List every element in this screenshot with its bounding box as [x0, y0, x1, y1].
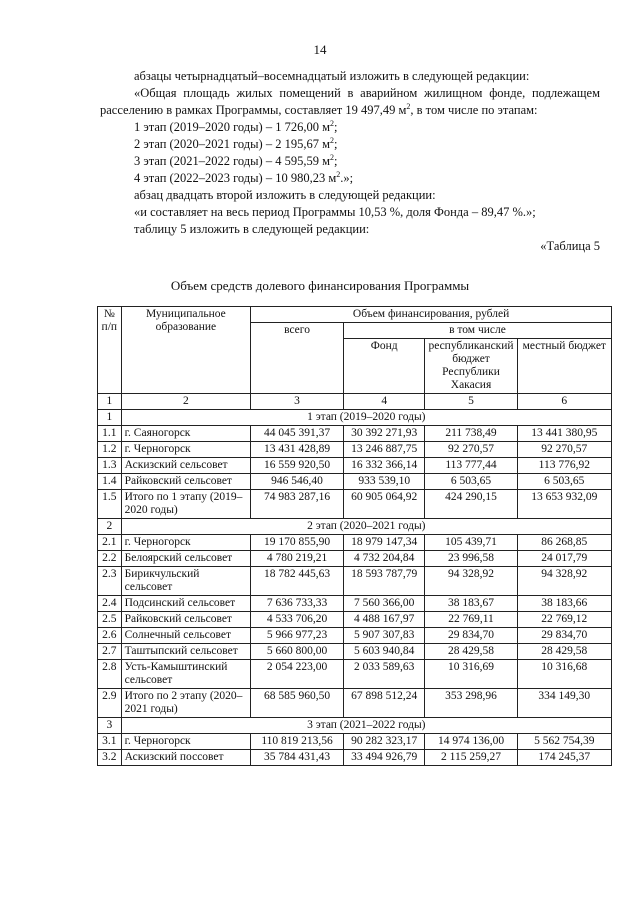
row-republic: 10 316,69	[425, 660, 517, 689]
row-republic: 113 777,44	[425, 458, 517, 474]
row-municipality: Итого по 2 этапу (2020–2021 годы)	[121, 689, 251, 718]
table-row	[98, 734, 612, 750]
table-row	[98, 612, 612, 628]
stage-label: 2 этап (2020–2021 годы)	[121, 519, 611, 535]
row-local: 174 245,37	[517, 750, 611, 766]
row-local: 334 149,30	[517, 689, 611, 718]
row-republic: 38 183,67	[425, 596, 517, 612]
paragraph-share: «и составляет на весь период Программы 10,53 %, доля Фонда – 89,47 %.»;	[134, 205, 536, 219]
row-local: 94 328,92	[517, 567, 611, 596]
row-local: 6 503,65	[517, 474, 611, 490]
row-republic: 92 270,57	[425, 442, 517, 458]
row-num: 3.1	[98, 734, 122, 750]
stage-label: 3 этап (2021–2022 годы)	[121, 718, 611, 734]
row-local: 5 562 754,39	[517, 734, 611, 750]
stage-row	[98, 718, 612, 734]
row-fund: 18 979 147,34	[343, 535, 424, 551]
row-republic: 23 996,58	[425, 551, 517, 567]
paragraph-total-area: «Общая площадь жилых помещений в аварийном жилищном фонде, подлежащем расселению в рамках Программы, составляет 19 497,49 $м^2$, в том числе по этапам:	[100, 86, 600, 117]
header-volume: Объем финансирования, рублей	[251, 307, 612, 323]
row-municipality: Итого по 1 этапу (2019–2020 годы)	[121, 490, 251, 519]
header-municipality: Муниципальное образование	[121, 307, 251, 394]
row-municipality: г. Черногорск	[121, 535, 251, 551]
row-total: 18 782 445,63	[251, 567, 344, 596]
row-municipality: Таштыпский сельсовет	[121, 644, 251, 660]
row-fund: 7 560 366,00	[343, 596, 424, 612]
row-num: 2.2	[98, 551, 122, 567]
row-local: 92 270,57	[517, 442, 611, 458]
row-num: 1.2	[98, 442, 122, 458]
row-total: 7 636 733,33	[251, 596, 344, 612]
stage-unit-sup: 2	[330, 135, 335, 145]
row-num: 2.6	[98, 628, 122, 644]
row-num: 1.1	[98, 426, 122, 442]
column-number-cell: 3	[251, 394, 344, 410]
row-fund: 5 603 940,84	[343, 644, 424, 660]
column-number-cell: 1	[98, 394, 122, 410]
stage-tail: ;	[334, 154, 338, 168]
table-row	[98, 490, 612, 519]
row-municipality: Подсинский сельсовет	[121, 596, 251, 612]
row-num: 1.5	[98, 490, 122, 519]
table-row	[98, 644, 612, 660]
row-total: 5 966 977,23	[251, 628, 344, 644]
table-row	[98, 750, 612, 766]
row-fund: 30 392 271,93	[343, 426, 424, 442]
stage-line	[100, 119, 600, 136]
table-row	[98, 474, 612, 490]
table-row	[98, 535, 612, 551]
table-row	[98, 458, 612, 474]
row-republic: 29 834,70	[425, 628, 517, 644]
stage-text: 3 этап (2021–2022 годы) – 4 595,59 м	[134, 154, 331, 168]
row-local: 13 653 932,09	[517, 490, 611, 519]
row-fund: 16 332 366,14	[343, 458, 424, 474]
row-fund: 33 494 926,79	[343, 750, 424, 766]
row-total: 4 533 706,20	[251, 612, 344, 628]
stage-list	[100, 119, 600, 187]
stage-unit-sup: 2	[330, 118, 335, 128]
header-num: № п/п	[98, 307, 122, 394]
row-republic: 424 290,15	[425, 490, 517, 519]
table-row	[98, 551, 612, 567]
row-total: 16 559 920,50	[251, 458, 344, 474]
row-fund: 18 593 787,79	[343, 567, 424, 596]
body-text	[100, 68, 600, 255]
column-number-cell: 2	[121, 394, 251, 410]
page-number: 14	[313, 42, 327, 57]
row-municipality: Усть-Камыштинский сельсовет	[121, 660, 251, 689]
stage-line	[100, 170, 600, 187]
row-num: 2.4	[98, 596, 122, 612]
row-local: 113 776,92	[517, 458, 611, 474]
row-local: 22 769,12	[517, 612, 611, 628]
row-municipality: г. Черногорск	[121, 734, 251, 750]
row-total: 946 546,40	[251, 474, 344, 490]
row-municipality: Райковский сельсовет	[121, 474, 251, 490]
row-municipality: Аскизский сельсовет	[121, 458, 251, 474]
row-num: 2.9	[98, 689, 122, 718]
table-row	[98, 442, 612, 458]
stage-num: 3	[98, 718, 122, 734]
column-number-row	[98, 394, 612, 410]
row-fund: 5 907 307,83	[343, 628, 424, 644]
row-municipality: Белоярский сельсовет	[121, 551, 251, 567]
row-num: 2.5	[98, 612, 122, 628]
stage-unit-sup: 2	[330, 152, 335, 162]
row-local: 29 834,70	[517, 628, 611, 644]
row-fund: 2 033 589,63	[343, 660, 424, 689]
stage-text: 2 этап (2020–2021 годы) – 2 195,67 м	[134, 137, 331, 151]
header-republic: республиканский бюджет Республики Хакасия	[425, 339, 517, 394]
stage-line	[100, 136, 600, 153]
table-reference: «Таблица 5	[540, 239, 600, 253]
row-total: 2 054 223,00	[251, 660, 344, 689]
header-fund: Фонд	[343, 339, 424, 394]
table-row	[98, 689, 612, 718]
table-title: Объем средств долевого финансирования Программы	[170, 278, 470, 293]
row-local: 38 183,66	[517, 596, 611, 612]
header-total: всего	[251, 323, 344, 394]
row-total: 4 780 219,21	[251, 551, 344, 567]
row-local: 13 441 380,95	[517, 426, 611, 442]
row-local: 28 429,58	[517, 644, 611, 660]
row-municipality: Солнечный сельсовет	[121, 628, 251, 644]
paragraph-table-5: таблицу 5 изложить в следующей редакции:	[134, 222, 370, 236]
row-num: 2.7	[98, 644, 122, 660]
stage-text: 4 этап (2022–2023 годы) – 10 980,23 м	[134, 171, 337, 185]
row-republic: 211 738,49	[425, 426, 517, 442]
stage-tail: .»;	[340, 171, 354, 185]
row-republic: 2 115 259,27	[425, 750, 517, 766]
row-republic: 22 769,11	[425, 612, 517, 628]
header-including: в том числе	[343, 323, 611, 339]
stage-num: 1	[98, 410, 122, 426]
row-fund: 4 488 167,97	[343, 612, 424, 628]
row-republic: 94 328,92	[425, 567, 517, 596]
row-municipality: г. Черногорск	[121, 442, 251, 458]
table-row	[98, 596, 612, 612]
row-total: 13 431 428,89	[251, 442, 344, 458]
stage-row	[98, 519, 612, 535]
table-row	[98, 426, 612, 442]
row-total: 35 784 431,43	[251, 750, 344, 766]
row-republic: 105 439,71	[425, 535, 517, 551]
row-total: 5 660 800,00	[251, 644, 344, 660]
stage-num: 2	[98, 519, 122, 535]
paragraph-amend-14-18: абзацы четырнадцатый–восемнадцатый изложить в следующей редакции:	[134, 69, 530, 83]
stage-label: 1 этап (2019–2020 годы)	[121, 410, 611, 426]
table-row	[98, 660, 612, 689]
row-fund: 60 905 064,92	[343, 490, 424, 519]
table-row	[98, 567, 612, 596]
row-republic: 28 429,58	[425, 644, 517, 660]
column-number-cell: 4	[343, 394, 424, 410]
row-local: 24 017,79	[517, 551, 611, 567]
row-fund: 90 282 323,17	[343, 734, 424, 750]
row-num: 1.4	[98, 474, 122, 490]
financing-table	[97, 306, 612, 766]
row-total: 74 983 287,16	[251, 490, 344, 519]
row-fund: 13 246 887,75	[343, 442, 424, 458]
row-municipality: Аскизский поссовет	[121, 750, 251, 766]
stage-tail: ;	[334, 120, 338, 134]
row-num: 1.3	[98, 458, 122, 474]
row-local: 86 268,85	[517, 535, 611, 551]
paragraph-amend-22: абзац двадцать второй изложить в следующей редакции:	[134, 188, 436, 202]
row-fund: 933 539,10	[343, 474, 424, 490]
column-number-cell: 5	[425, 394, 517, 410]
row-municipality: г. Саяногорск	[121, 426, 251, 442]
row-fund: 67 898 512,24	[343, 689, 424, 718]
row-total: 44 045 391,37	[251, 426, 344, 442]
row-total: 68 585 960,50	[251, 689, 344, 718]
row-municipality: Райковский сельсовет	[121, 612, 251, 628]
row-num: 2.8	[98, 660, 122, 689]
stage-unit-sup: 2	[336, 169, 341, 179]
table-row	[98, 628, 612, 644]
header-local: местный бюджет	[517, 339, 611, 394]
row-republic: 14 974 136,00	[425, 734, 517, 750]
stage-line	[100, 153, 600, 170]
row-num: 2.3	[98, 567, 122, 596]
row-republic: 6 503,65	[425, 474, 517, 490]
stage-row	[98, 410, 612, 426]
row-num: 2.1	[98, 535, 122, 551]
row-republic: 353 298,96	[425, 689, 517, 718]
stage-text: 1 этап (2019–2020 годы) – 1 726,00 м	[134, 120, 331, 134]
row-municipality: Бирикчульский сельсовет	[121, 567, 251, 596]
column-number-cell: 6	[517, 394, 611, 410]
table-body	[98, 410, 612, 766]
row-local: 10 316,68	[517, 660, 611, 689]
stage-tail: ;	[334, 137, 338, 151]
row-fund: 4 732 204,84	[343, 551, 424, 567]
row-total: 19 170 855,90	[251, 535, 344, 551]
row-total: 110 819 213,56	[251, 734, 344, 750]
row-num: 3.2	[98, 750, 122, 766]
